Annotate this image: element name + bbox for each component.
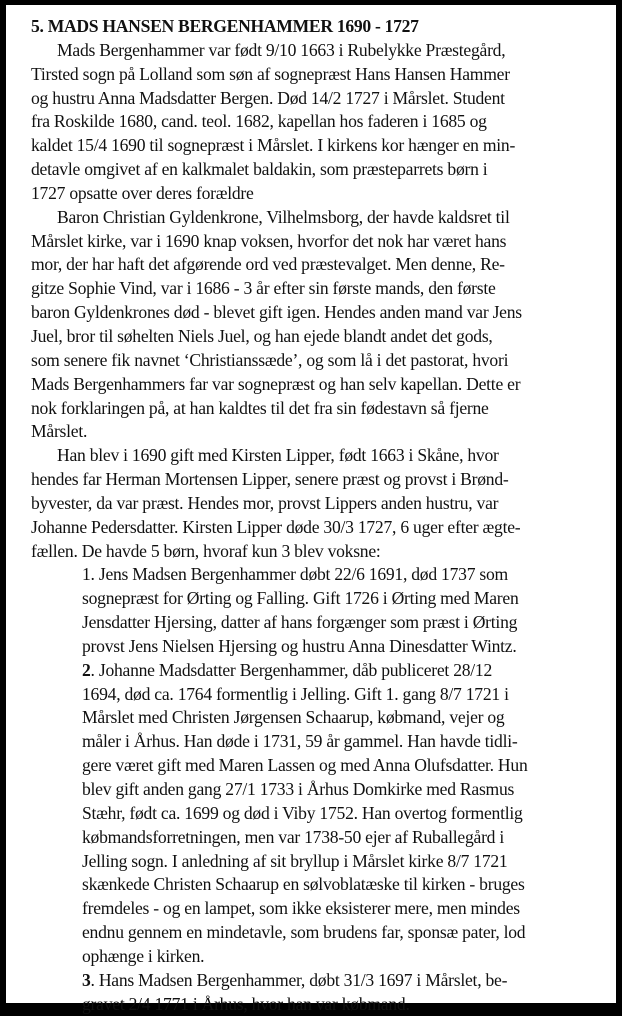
- text-line: Mårslet med Christen Jørgensen Schaarup, købmand, vejer og: [82, 707, 505, 728]
- text-line: detavle omgivet af en kalkmalet baldakin, som præsteparrets børn i: [31, 159, 488, 180]
- text-line: kaldet 15/4 1690 til sognepræst i Mårslet. I kirkens kor hænger en min-: [31, 135, 516, 156]
- text-line: Mårslet kirke, var i 1690 knap voksen, hvorfor det nok har været hans: [31, 230, 507, 251]
- text-line: byvester, da var præst. Hendes mor, provst Lippers anden hustru, var: [31, 492, 499, 513]
- paragraph-marriage: [31, 444, 606, 563]
- text-line: gitze Sophie Vind, var i 1686 - 3 år efter sin første mands, den første: [31, 278, 496, 299]
- text-line: provst Jens Nielsen Hjersing og hustru Anna Dinesdatter Wintz.: [82, 635, 517, 656]
- section-title: 5. MADS HANSEN BERGENHAMMER 1690 - 1727: [31, 16, 419, 36]
- text-line: hendes far Herman Mortensen Lipper, senere præst og provst i Brønd-: [31, 469, 509, 490]
- text-line: Juel, bror til søhelten Niels Juel, og han ejede blandt andet det gods,: [31, 325, 493, 346]
- text-line: Mads Bergenhammer var født 9/10 1663 i Rubelykke Præstegård,: [57, 39, 506, 60]
- text-segment: . Jens Madsen Bergenhammer døbt 22/6 1691, død 1737 som: [90, 564, 508, 585]
- text-line: Jelling sogn. I anledning af sit bryllup i Mårslet kirke 8/7 1721: [82, 850, 508, 871]
- paragraph-biography: [31, 39, 606, 206]
- text-line: Jensdatter Hjersing, datter af hans forgænger som præst i Ørting: [82, 612, 518, 633]
- child-entry: [82, 563, 606, 658]
- child-entry: [82, 969, 606, 1016]
- text-line: fællen. De havde 5 børn, hvoraf kun 3 blev voksne:: [31, 540, 381, 561]
- child-number: 1: [82, 564, 91, 585]
- text-line: endnu gennem en mindetavle, som brudens far, sponsæ pater, lod: [82, 922, 526, 943]
- text-line: Mads Bergenhammers far var sognepræst og han selv kapellan. Dette er: [31, 373, 521, 394]
- text-line: måler i Århus. Han døde i 1731, 59 år gammel. Han havde tidli-: [82, 731, 518, 752]
- text-line: Tirsted sogn på Lolland som søn af sognepræst Hans Hansen Hammer: [31, 63, 510, 84]
- text-line: sognepræst for Ørting og Falling. Gift 1726 i Ørting med Maren: [82, 588, 519, 609]
- text-line: fra Roskilde 1680, cand. teol. 1682, kapellan hos faderen i 1685 og: [31, 111, 487, 132]
- text-line: [82, 969, 606, 993]
- text-line: købmandsforretningen, men var 1738-50 ejer af Ruballegård i: [82, 826, 505, 847]
- text-line: [82, 563, 606, 587]
- children-list: [31, 563, 606, 1016]
- child-number: 3: [82, 969, 91, 990]
- text-line: gravet 2/4 1771 i Århus, hvor han var købmand.: [82, 993, 410, 1014]
- text-segment: . Hans Madsen Bergenhammer, døbt 31/3 1697 i Mårslet, be-: [90, 969, 508, 990]
- text-line: Johanne Pedersdatter. Kirsten Lipper døde 30/3 1727, 6 uger efter ægte-: [31, 516, 521, 537]
- child-number: 2: [82, 659, 91, 680]
- text-line: Han blev i 1690 gift med Kirsten Lipper, født 1663 i Skåne, hvor: [57, 445, 499, 466]
- text-line: Mårslet.: [31, 421, 88, 442]
- paragraph-patron: [31, 206, 606, 444]
- document-page: [6, 5, 616, 1014]
- text-segment: . Johanne Madsdatter Bergenhammer, dåb publiceret 28/12: [90, 659, 493, 680]
- child-entry: [82, 659, 606, 969]
- text-line: mor, der har haft det afgørende ord ved præstevalget. Men denne, Re-: [31, 254, 505, 275]
- text-line: som senere fik navnet ‘Christianssæde’, og som lå i det pastorat, hvori: [31, 349, 509, 370]
- text-line: skænkede Christen Schaarup en sølvoblatæske til kirken - bruges: [82, 874, 525, 895]
- text-line: 1694, død ca. 1764 formentlig i Jelling. Gift 1. gang 8/7 1721 i: [82, 683, 509, 704]
- text-line: blev gift anden gang 27/1 1733 i Århus Domkirke med Rasmus: [82, 779, 515, 799]
- text-line: [82, 659, 606, 683]
- text-line: baron Gyldenkrones død - blevet gift igen. Hendes anden mand var Jens: [31, 302, 522, 323]
- text-line: Baron Christian Gyldenkrone, Vilhelmsborg, der havde kaldsret til: [57, 206, 510, 227]
- text-line: fremdeles - og en lampet, som ikke eksisterer mere, men mindes: [82, 898, 520, 919]
- text-line: Stæhr, født ca. 1699 og død i Viby 1752. Han overtog formentlig: [82, 802, 523, 823]
- text-line: og hustru Anna Madsdatter Bergen. Død 14/2 1727 i Mårslet. Student: [31, 87, 505, 108]
- text-line: 1727 opsatte over deres forældre: [31, 182, 254, 203]
- text-line: gere været gift med Maren Lassen og med Anna Olufsdatter. Hun: [82, 755, 528, 776]
- text-line: ophænge i kirken.: [82, 945, 205, 966]
- text-line: nok forklaringen på, at han kaldtes til det fra sin fødestavn så fjerne: [31, 397, 489, 418]
